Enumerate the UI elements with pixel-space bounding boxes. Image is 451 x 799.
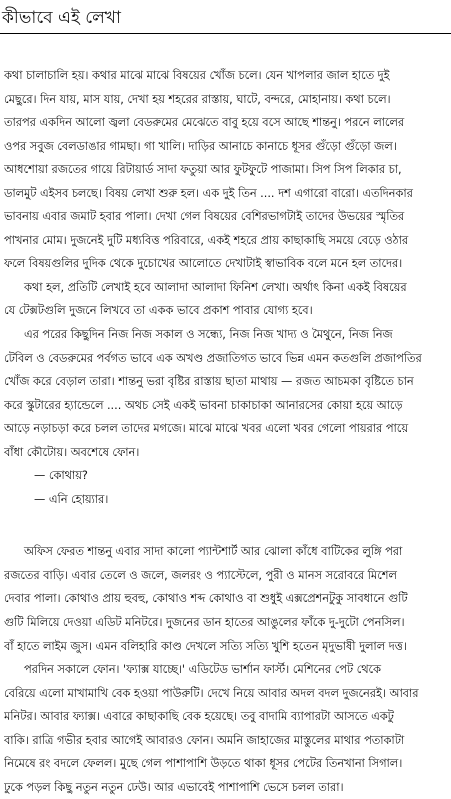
text-line: আড়ে নড়াচড়া করে চলল তাদের মগজে। মাঝে মাঝে খবর এলো খবর গেলো পায়রার পায়ে — [4, 422, 408, 436]
text-line: মেছুরে। দিন যায়, মাস যায়, দেখা হয় শহরের রাস্তায়, ঘাটে, বন্দরে, মোহানায়। কথা চলে। — [4, 92, 391, 106]
page-title: কীভাবে এই লেখা — [2, 8, 121, 28]
text-line: আধশোয়া রজতের গায়ে রিটায়ার্ড সাদা ফতুয়া আর ফুটফুটে পাজামা। সিপ সিপ লিকার চা, — [4, 163, 402, 177]
text-line: টেবিল ও বেডরুমের পর্বগত ভাবে এক অখণ্ড প্রজাতিগত ভাবে ভিন্ন এমন কতগুলি প্রজাপতির — [4, 351, 422, 365]
text-line: কথা হল, প্রতিটি লেখাই হবে আলাদা আলাদা ফিনিশ লেখা। অর্থাৎ কিনা একই বিষয়ের — [24, 280, 407, 294]
text-line: ওপর সবুজ বেলডাঙার গামছা। গা খালি। দাড়ির আনাচে কানাচে ধূসর গুঁড়ো গুঁড়ো জল। — [4, 139, 397, 153]
text-line: মনিটর। আবার ফ্যাক্স। এবারে কাছাকাছি বেক হয়েছে। তবু বাদামি ব্যাপারটা আসতে একটু — [4, 710, 394, 724]
text-line: কথা চালাচালি হয়। কথার মাঝে মাঝে বিষয়ের খোঁজ চলে। যেন খাপলার জাল হাতে দুই — [4, 69, 390, 82]
text-line: খোঁজ করে বেড়াল তারা। শান্তনু ভরা বৃষ্টির রাস্তায় ছাতা মাথায় — রজত আচমকা বৃষ্টিতে চান — [4, 375, 414, 389]
text-line: পাখনার মোম। দুজনেই দুটি মধ্যবিত্ত পরিবারে, একই শহরে প্রায় কাছাকাছি সময়ে বেড়ে ওঠার — [4, 233, 409, 247]
text-line: তারপর একদিন আলো জ্বলা বেডরুমের মেঝেতে বাবু হয়ে বসে আছে শান্তনু। পরনে লালের — [4, 116, 405, 130]
text-line: করে স্কুটারের হ্যান্ডেলে .... অথচ সেই একই ভাবনা চাকাচাকা আনারসের কোয়া হয়ে আড়ে — [4, 398, 403, 412]
text-line: বেরিয়ে এলো মাখামাখি বেক হওয়া পাউরুটি। দেখে নিয়ে আবার অদল বদল দুজনেরই। আবার — [4, 686, 419, 700]
text-line: এর পরের কিছুদিন নিজ নিজ সকাল ও সন্ধ্যে, নিজ নিজ খাদ্য ও মৈথুনে, নিজ নিজ — [24, 328, 393, 342]
text-line: অফিস ফেরত শান্তনু এবার সাদা কালো প্যান্টশার্ট আর ঝোলা কাঁধে বাটিকের লুঙ্গি পরা — [24, 545, 403, 559]
text-line: বাঁ হাতে লাইম জুস। এমন বলিহারি কাণ্ড দেখলে সত্যি সত্যি খুশি হতেন মৃদুভাষী দুলাল দত্ত। — [4, 639, 407, 653]
paragraph-gap — [4, 511, 448, 540]
text-line: নিমেষে রং বদলে ফেলল। মুছে গেল পাশাপাশি উড়তে থাকা ধূসর পেটের তিনখানা সিগাল। — [4, 757, 403, 771]
text-line: ভাবনায় এবার জমাট হবার পালা। দেখা গেল বিষয়ের বেশিরভাগটাই তাদের উভয়ের স্মৃতির — [4, 210, 405, 224]
dialogue-line: — এনি হোয়্যার। — [34, 492, 109, 506]
text-line: দেবার পালা। কোথাও প্রায় হুবহু, কোথাও শব্দ কোথাও বা শুধুই এক্সপ্রেশনটুকু সাবধানে গুটি — [4, 592, 408, 606]
text-line: গুটি মিলিয়ে দেওয়া এডিট মনিটরে। দুজনের ডান হাতের আঙুলের ফাঁকে দু-দুটো পেনসিল। — [4, 616, 405, 630]
title-divider — [0, 33, 451, 34]
document-body — [4, 64, 448, 799]
dialogue-line: — কোথায়? — [34, 469, 88, 483]
text-line: রজতের বাড়ি। এবার তেলে ও জলে, জলরং ও প্যাস্টেলে, পুরী ও মানস সরোবরে মিশেল — [4, 568, 397, 582]
text-line: যে টেক্সটগুলি দুজনে লিখবে তা একক ভাবে প্রকাশ পাবার যোগ্য হবে। — [4, 304, 313, 318]
text-line: বাঁধা কৌটোয়। অবশেষে ফোন। — [4, 445, 140, 459]
text-line: ফলে বিষয়গুলির দুদিক থেকে দুচোখের আলোতে দেখাটাই স্বাভাবিক বলে মনে হল তাদের। — [4, 257, 403, 271]
text-line: পরদিন সকালে ফোন। 'ফ্যাক্স যাচ্ছে।' এডিটেড ভার্শান ফার্স্ট। মেশিনের পেট থেকে — [24, 663, 381, 677]
text-line: বাকি। রাত্রি গভীর হবার আগেই আবারও ফোন। অমনি জাহাজের মাস্তুলের মাথার পতাকাটা — [4, 733, 405, 747]
text-line: ডালমুট এইসব চলছে। বিষয় লেখা শুরু হল। এক দুই তিন .... দশ এগারো বারো। এতদিনকার — [4, 186, 413, 200]
text-line: ঢুকে পড়ল কিছু নতুন নতুন ঢেউ। আর এভাবেই পাশাপাশি ভেসে চলল তারা। — [4, 780, 344, 794]
